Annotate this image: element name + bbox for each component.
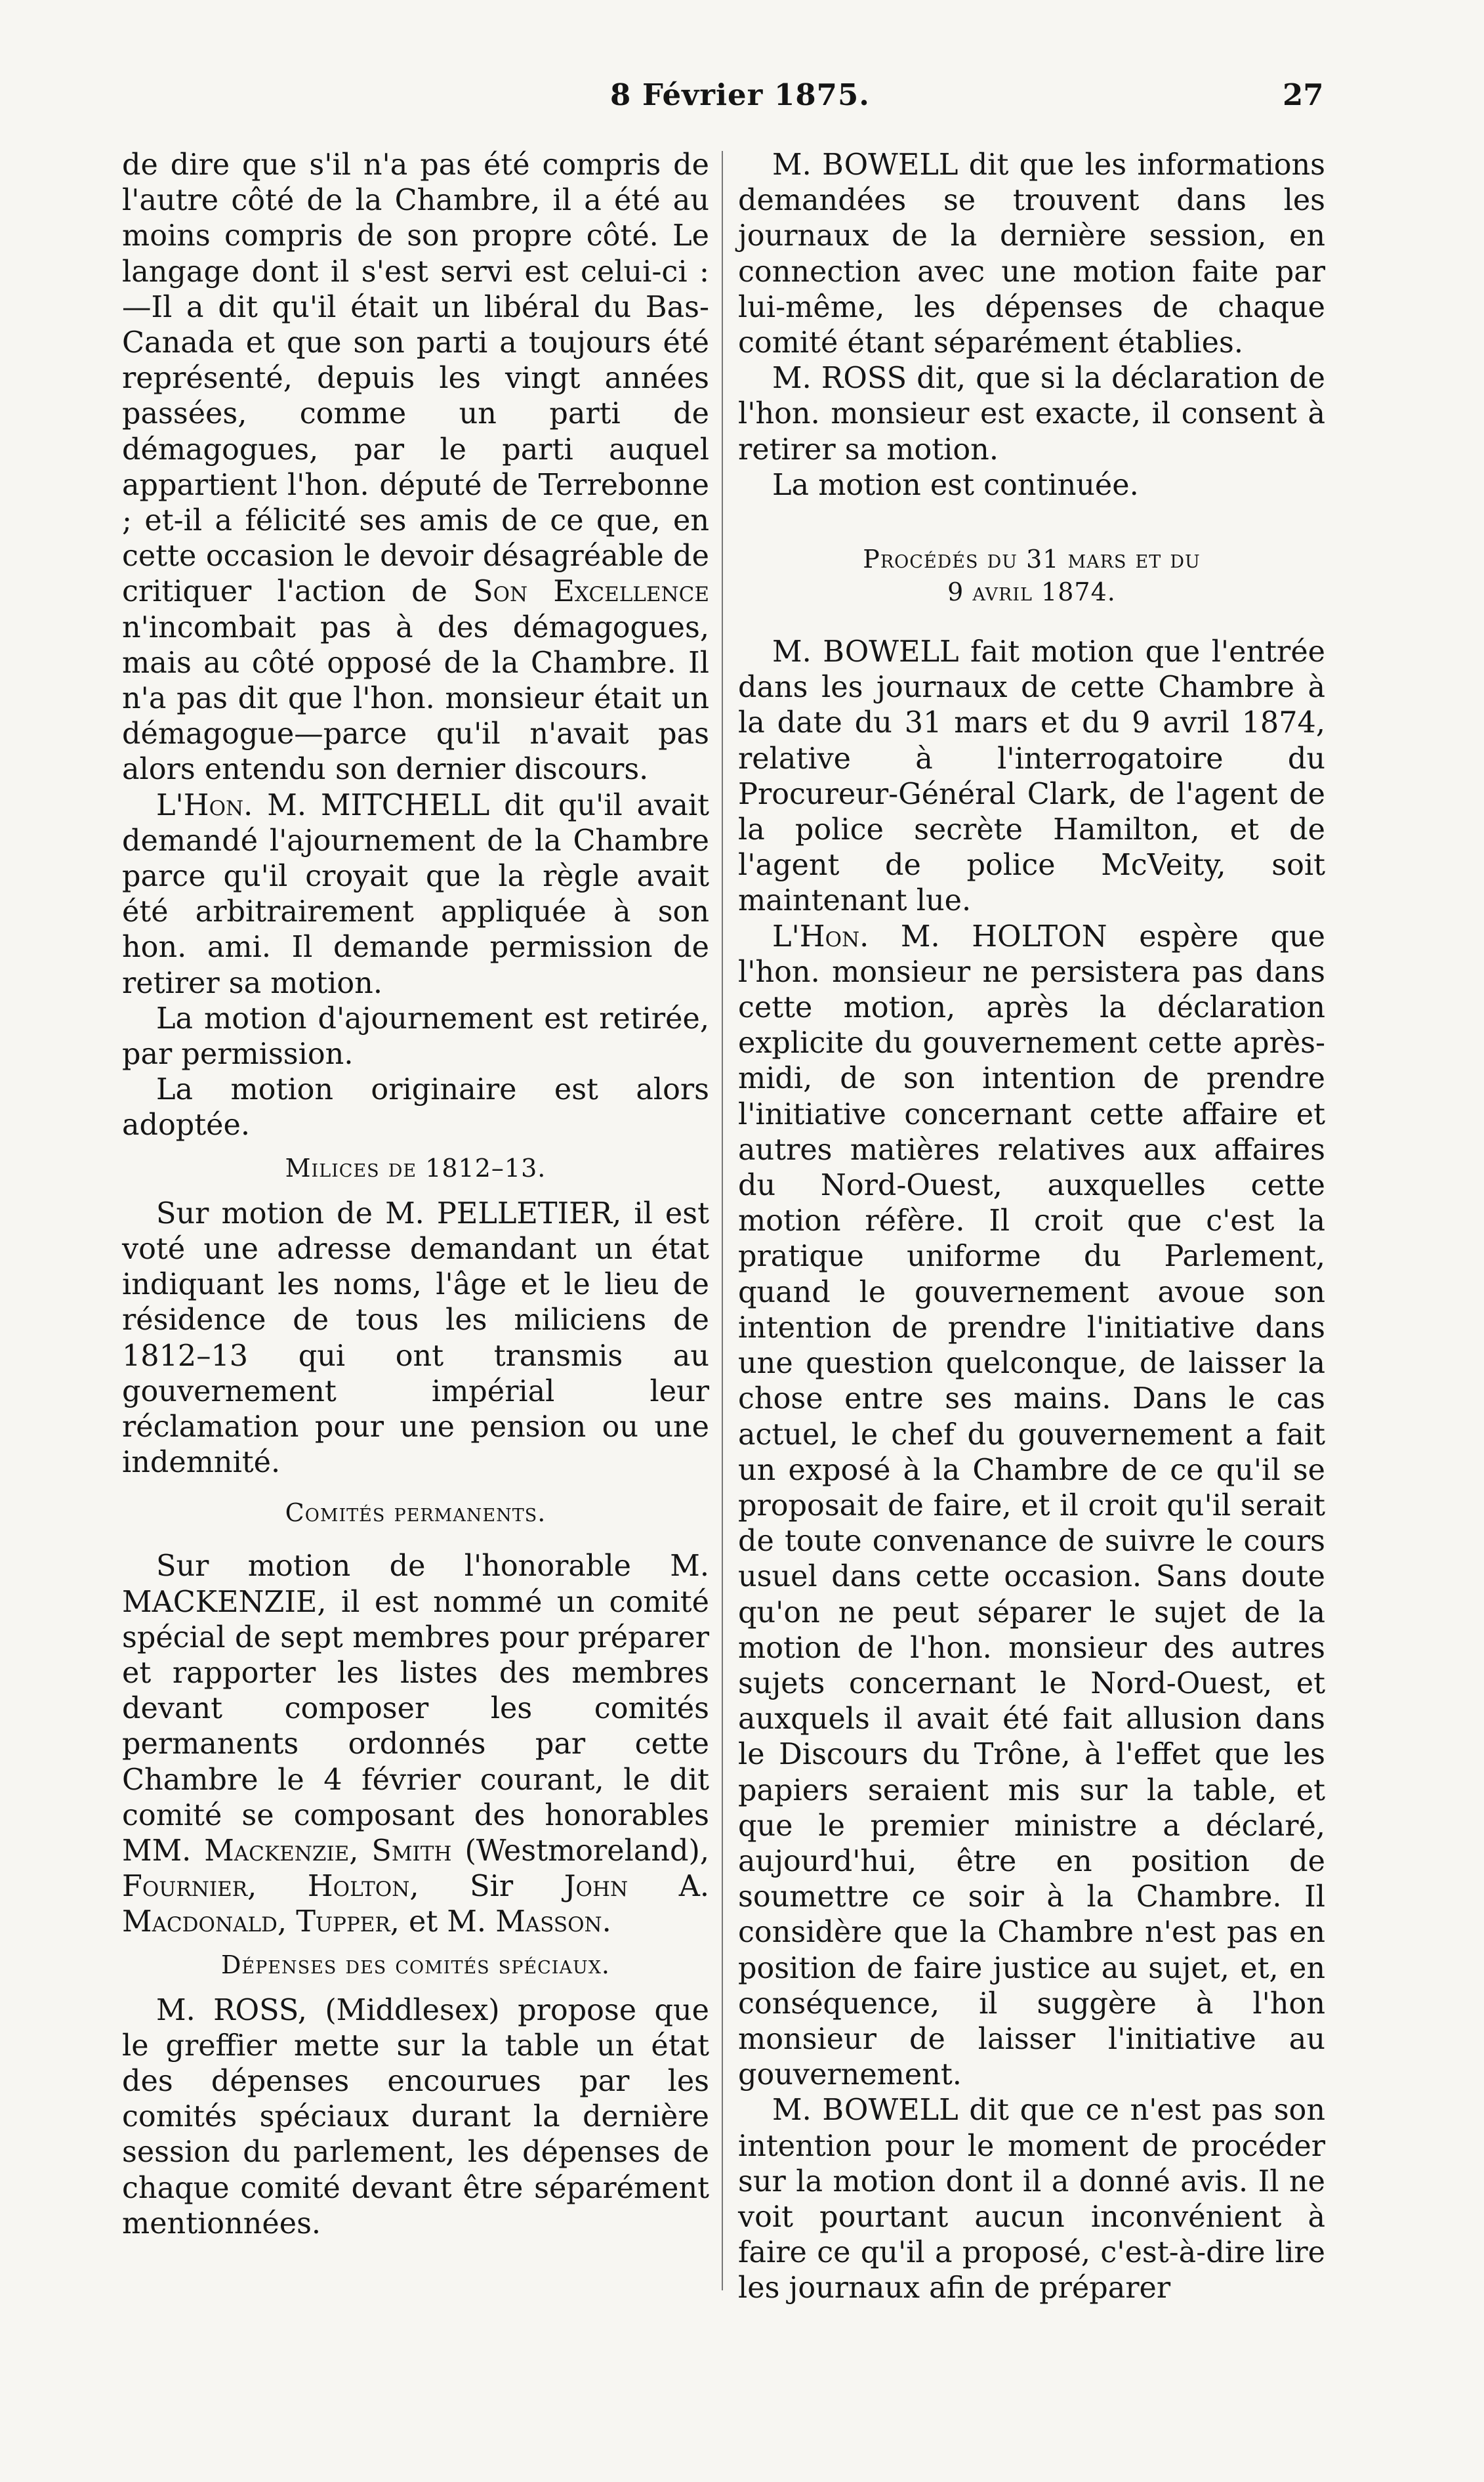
small-caps-text: L'Hon. <box>772 919 869 954</box>
paragraph: L'Hon. M. HOLTON espère que l'hon. monsieur ne persistera pas dans cette motion, après la déclaration explicite du gouvernement cette après-midi, de son intention de prendre l'initiative concernant cette affaire et autres matières relatives aux affaires du Nord-Ouest, auxquelles cette motion réfère. Il croit que c'est la pratique uniforme du Parlement, quand le gouvernement avoue son intention de prendre l'initiative dans une question quelconque, de laisser la chose entre ses mains. Dans le cas actuel, le chef du gouvernement a fait un exposé à la Chambre de ce qu'il se proposait de faire, et il croit qu'il serait de toute convenance de suivre le cours usuel dans cette occasion. Sans doute qu'on ne peut séparer le sujet de la motion de l'hon. monsieur des autres sujets concernant le Nord-Ouest, et auxquels il avait été fait allusion dans le Discours du Trône, à l'effet que les papiers seraient mis sur la table, et que le premier ministre a déclaré, aujourd'hui, être en position de soumettre ce soir à la Chambre. Il considère que la Chambre n'est pas en position de faire justice au sujet, et, en conséquence, il suggère à l'hon monsieur de laisser l'initiative au gouvernement. <box>738 919 1325 2092</box>
section-heading-depenses: Dépenses des comités spéciaux. <box>220 1950 611 1979</box>
section-heading-line: 9 avril 1874. <box>947 578 1116 607</box>
member-name: Smith <box>371 1834 452 1868</box>
paragraph: L'Hon. M. MITCHELL dit qu'il avait demandé l'ajournement de la Chambre parce qu'il croyait que la règle avait été arbitrairement appliquée à son hon. ami. Il demande permission de retirer sa motion. <box>122 788 709 1000</box>
paragraph: M. BOWELL dit que ce n'est pas son intention pour le moment de procéder sur la motion dont il a donné avis. Il ne voit pourtant aucun inconvénient à faire ce qu'il a proposé, c'est-à-dire lire les journaux afin de préparer <box>738 2093 1325 2305</box>
paragraph: La motion est continuée. <box>772 468 1139 502</box>
section-heading-milices: Milices de 1812–13. <box>285 1153 546 1183</box>
small-caps-text: Son Excellence <box>473 575 709 609</box>
page-number: 27 <box>1283 77 1324 112</box>
section-heading-procedes <box>738 543 1325 608</box>
member-name: Holton <box>307 1870 410 1904</box>
member-name: Tupper <box>296 1905 390 1939</box>
paragraph: M. ROSS dit, que si la déclaration de l'hon. monsieur est exacte, il consent à retirer sa motion. <box>738 362 1325 467</box>
member-name: Mackenzie <box>204 1834 350 1868</box>
page-header <box>0 77 1484 137</box>
paragraph: La motion originaire est alors adoptée. <box>122 1073 709 1143</box>
member-name: Masson <box>495 1905 602 1939</box>
paragraph: Sur motion de M. PELLETIER, il est voté une adresse demandant un état indiquant les noms, l'âge et le lieu de résidence de tous les miliciens de 1812–13 qui ont transmis au gouvernement impérial leur réclamation pour une pension ou une indemnité. <box>122 1196 709 1480</box>
section-heading-comites-permanents: Comités permanents. <box>285 1498 546 1528</box>
paragraph: Sur motion de l'honorable M. MACKENZIE, il est nommé un comité spécial de sept membres pour préparer et rapporter les listes des membres devant composer les comités permanents ordonnés par cette Chambre le 4 février courant, le dit comité se composant des honorables MM. Mackenzie, Smith (Westmoreland), Fournier, Holton, Sir John A. Macdonald, Tupper, et M. Masson. <box>122 1549 709 1939</box>
paragraph: de dire que s'il n'a pas été compris de l'autre côté de la Chambre, il a été au moins compris de son propre côté. Le langage dont il s'est servi est celui-ci : —Il a dit qu'il était un libéral du Bas-Canada et que son parti a toujours été représenté, depuis les vingt années passées, comme un parti de démagogues, par le parti auquel appartient l'hon. député de Terrebonne ; et-il a félicité ses amis de ce que, en cette occasion le devoir désagréable de critiquer l'action de Son Excellence n'incombait pas à des démagogues, mais au côté opposé de la Chambre. Il n'a pas dit que l'hon. monsieur était un démagogue—parce qu'il n'avait pas alors entendu son dernier discours. <box>122 148 709 787</box>
section-heading-line: Procédés du 31 mars et du <box>863 545 1201 574</box>
member-name: John A. Macdonald <box>122 1870 709 1939</box>
paragraph: M. ROSS, (Middlesex) propose que le greffier mette sur la table un état des dépenses encourues par les comités spéciaux durant la dernière session du parlement, les dépenses de chaque comité devant être séparément mentionnées. <box>122 1993 709 2240</box>
column-divider <box>722 151 723 2290</box>
member-name: Fournier <box>122 1870 248 1904</box>
paragraph: M. BOWELL fait motion que l'entrée dans les journaux de cette Chambre à la date du 31 mars et du 9 avril 1874, relative à l'interrogatoire du Procureur-Général Clark, de l'agent de la police secrète Hamilton, et de l'agent de police McVeity, soit maintenant lue. <box>738 635 1325 918</box>
running-title: 8 Février 1875. <box>610 77 870 112</box>
right-column <box>738 148 1325 2307</box>
left-column <box>122 148 709 2242</box>
small-caps-text: L'Hon. <box>156 788 253 822</box>
paragraph: M. BOWELL dit que les informations demandées se trouvent dans les journaux de la dernière session, en connection avec une motion faite par lui-même, les dépenses de chaque comité étant séparément établies. <box>738 148 1325 360</box>
paragraph: La motion d'ajournement est retirée, par permission. <box>122 1001 709 1072</box>
